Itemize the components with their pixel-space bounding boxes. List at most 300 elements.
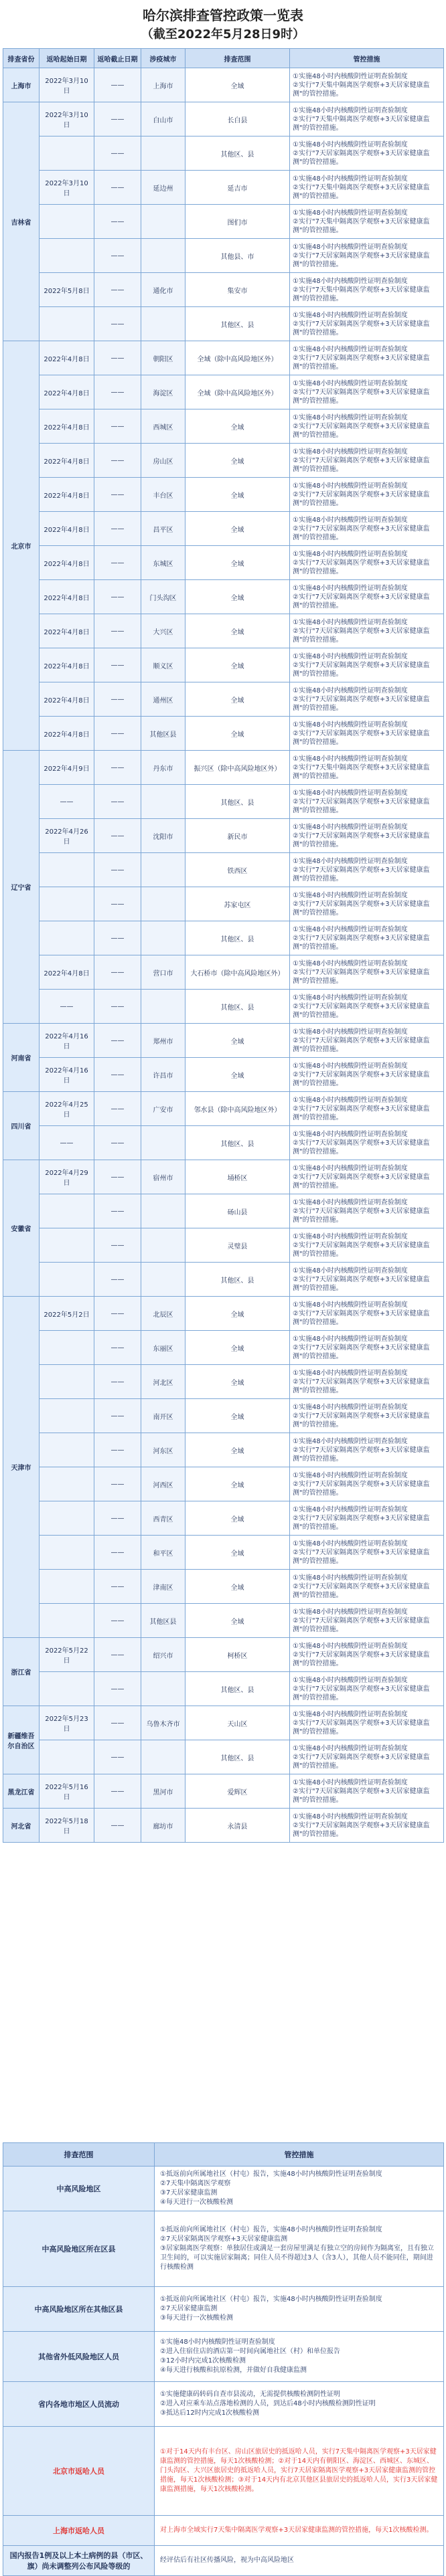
- start-date-cell: 2022年5月16日: [40, 1774, 94, 1809]
- range-cell: 全域: [185, 682, 290, 717]
- range-cell: 全域: [185, 614, 290, 648]
- province-cell: 北京市: [3, 341, 40, 751]
- range-cell: 铁西区: [185, 853, 290, 887]
- range-cell: 全域（除中高风险地区外）: [185, 341, 290, 375]
- table-header-row: [3, 2143, 444, 2167]
- start-date-cell: 2022年4月8日: [40, 614, 94, 648]
- table-row: [3, 1058, 444, 1092]
- start-date-cell: 2022年4月8日: [40, 444, 94, 478]
- end-date-cell: ——: [94, 205, 141, 239]
- city-cell: [141, 307, 185, 341]
- page-subtitle: （截至2022年5月28日9时）: [141, 27, 305, 41]
- table-row: [3, 1536, 444, 1570]
- city-cell: [141, 990, 185, 1024]
- measure-cell: ①实施48小时内核酸阴性证明查验制度 ②实行"7天居家隔离医学观察+3天居家健康监测"的管控措施。: [290, 136, 444, 171]
- start-date-cell: 2022年5月18日: [40, 1809, 94, 1843]
- city-cell: 昌平区: [141, 512, 185, 546]
- end-date-cell: ——: [94, 785, 141, 819]
- measure-cell: ①实施48小时内核酸阴性证明查验制度 ②实行"7天居家隔离医学观察+3天居家健康监测"的管控措施。: [290, 444, 444, 478]
- end-date-cell: ——: [94, 136, 141, 171]
- table-row: [3, 2427, 444, 2516]
- range-cell: 全域: [185, 1467, 290, 1501]
- measure-cell: ①实施48小时内核酸阴性证明查验制度 ②实行"7天居家隔离医学观察+3天居家健康监测"的管控措施。: [290, 1433, 444, 1467]
- end-date-cell: ——: [94, 819, 141, 853]
- start-date-cell: 2022年4月8日: [40, 682, 94, 717]
- scope-label-cell: 中高风险地区: [3, 2167, 155, 2211]
- scope-measure-cell: 经评估后有社区传播风险，视为中高风险地区: [155, 2546, 444, 2576]
- measure-cell: ①实施48小时内核酸阴性证明查验制度 ②实行"7天集中隔离医学观察+3天居家健康监测"的管控措施。: [290, 102, 444, 136]
- end-date-cell: ——: [94, 580, 141, 614]
- range-cell: 全域: [185, 1399, 290, 1433]
- table-row: [3, 1399, 444, 1433]
- end-date-cell: ——: [94, 1467, 141, 1501]
- range-cell: 其他区、县: [185, 921, 290, 955]
- measure-cell: ①实施48小时内核酸阴性证明查验制度 ②实行"7天居家隔离医学观察+3天居家健康监测"的管控措施。: [290, 1809, 444, 1843]
- measure-cell: ①实施48小时内核酸阴性证明查验制度 ②实行"7天居家隔离医学观察+3天居家健康监测"的管控措施。: [290, 682, 444, 717]
- measure-cell: ①实施48小时内核酸阴性证明查验制度 ②实行"7天居家隔离医学观察+3天居家健康监测"的管控措施。: [290, 375, 444, 409]
- start-date-cell: 2022年4月8日: [40, 375, 94, 409]
- scope-measure-cell: ①实施健康码转码自查市县流动，无需提供核酸检测阴性证明 ②进入对应乘车站点落地检测的人员，到达后48小时内核酸检测阴性证明 ③抵达后12时内完成1次核酸检测: [155, 2382, 444, 2427]
- start-date-cell: 2022年4月16日: [40, 1024, 94, 1058]
- start-date-cell: 2022年4月9日: [40, 751, 94, 785]
- range-cell: 全域: [185, 512, 290, 546]
- table-row: [3, 921, 444, 955]
- start-date-cell: [40, 1467, 94, 1501]
- start-date-cell: 2022年3月10日: [40, 68, 94, 102]
- range-cell: 全域: [185, 1536, 290, 1570]
- end-date-cell: ——: [94, 682, 141, 717]
- start-date-cell: 2022年4月26日: [40, 819, 94, 853]
- city-cell: 大兴区: [141, 614, 185, 648]
- table-row: [3, 1263, 444, 1297]
- table-row: [3, 580, 444, 614]
- end-date-cell: ——: [94, 887, 141, 921]
- range-cell: 其他区、县: [185, 990, 290, 1024]
- city-cell: [141, 239, 185, 273]
- province-cell: 吉林省: [3, 102, 40, 341]
- page-header: [0, 0, 446, 44]
- table-row: [3, 1024, 444, 1058]
- start-date-cell: [40, 307, 94, 341]
- end-date-cell: ——: [94, 341, 141, 375]
- city-cell: 通化市: [141, 273, 185, 307]
- table-row: [3, 375, 444, 409]
- measure-cell: ①实施48小时内核酸阴性证明查验制度 ②实行"7天居家隔离医学观察+3天居家健康监测"的管控措施。: [290, 785, 444, 819]
- start-date-cell: ——: [40, 990, 94, 1024]
- end-date-cell: ——: [94, 1774, 141, 1809]
- city-cell: 丰台区: [141, 478, 185, 512]
- start-date-cell: 2022年4月8日: [40, 717, 94, 751]
- start-date-cell: [40, 1740, 94, 1774]
- city-cell: 海淀区: [141, 375, 185, 409]
- table-row: [3, 171, 444, 205]
- start-date-cell: 2022年5月23日: [40, 1706, 94, 1740]
- range-cell: 集安市: [185, 273, 290, 307]
- measure-cell: ①实施48小时内核酸阴性证明查验制度 ②实行"7天居家隔离医学观察+3天居家健康监测"的管控措施。: [290, 1706, 444, 1740]
- province-cell: 河北省: [3, 1809, 40, 1843]
- table-row: [3, 307, 444, 341]
- city-cell: 乌鲁木齐市: [141, 1706, 185, 1740]
- end-date-cell: ——: [94, 853, 141, 887]
- measure-cell: ①实施48小时内核酸阴性证明查验制度 ②实行"7天集中隔离医学观察+3天居家健康监测"的管控措施。: [290, 751, 444, 785]
- city-cell: 黑河市: [141, 1774, 185, 1809]
- table-row: [3, 546, 444, 580]
- start-date-cell: [40, 1536, 94, 1570]
- measure-cell: ①实施48小时内核酸阴性证明查验制度 ②实行"7天居家隔离医学观察+3天居家健康监测"的管控措施。: [290, 546, 444, 580]
- table-row: [3, 1706, 444, 1740]
- table-header-row: [3, 49, 444, 68]
- range-cell: 全域: [185, 717, 290, 751]
- measure-cell: ①实施48小时内核酸阴性证明查验制度 ②实行"7天居家隔离医学观察+3天居家健康监测"的管控措施。: [290, 853, 444, 887]
- range-cell: 其他区、县: [185, 307, 290, 341]
- range-cell: 全域: [185, 409, 290, 444]
- measure-cell: ①实施48小时内核酸阴性证明查验制度 ②实行"7天居家隔离医学观察+3天居家健康监测"的管控措施。: [290, 1297, 444, 1331]
- range-cell: 延吉市: [185, 171, 290, 205]
- city-cell: 东城区: [141, 546, 185, 580]
- measure-cell: ①实施48小时内核酸阴性证明查验制度 ②实行"7天居家隔离医学观察+3天居家健康监测"的管控措施。: [290, 1331, 444, 1365]
- range-cell: 全域: [185, 1024, 290, 1058]
- measure-cell: ①实施48小时内核酸阴性证明查验制度 ②实行"7天居家隔离医学观察+3天居家健康监测"的管控措施。: [290, 1501, 444, 1536]
- range-cell: 全域（除中高风险地区外）: [185, 375, 290, 409]
- city-cell: [141, 785, 185, 819]
- city-cell: [141, 887, 185, 921]
- start-date-cell: [40, 1672, 94, 1706]
- measure-cell: ①实施48小时内核酸阴性证明查验制度 ②实行"7天居家隔离医学观察+3天居家健康监测"的管控措施。: [290, 1467, 444, 1501]
- end-date-cell: ——: [94, 1365, 141, 1399]
- measure-cell: ①实施48小时内核酸阴性证明查验制度 ②实行"7天居家隔离医学观察+3天居家健康监测"的管控措施。: [290, 1228, 444, 1263]
- city-cell: 河北区: [141, 1365, 185, 1399]
- city-cell: [141, 853, 185, 887]
- table-row: [3, 341, 444, 375]
- start-date-cell: 2022年4月8日: [40, 546, 94, 580]
- end-date-cell: ——: [94, 1297, 141, 1331]
- end-date-cell: ——: [94, 1194, 141, 1228]
- range-cell: 全域: [185, 1297, 290, 1331]
- measure-cell: ①实施48小时内核酸阴性证明查验制度 ②实行"7天居家隔离医学观察+3天居家健康监测"的管控措施。: [290, 1092, 444, 1126]
- city-cell: 河东区: [141, 1433, 185, 1467]
- page-title: 哈尔滨排查管控政策一览表: [143, 7, 303, 23]
- end-date-cell: ——: [94, 478, 141, 512]
- measure-cell: ①实施48小时内核酸阴性证明查验制度 ②实行"7天居家隔离医学观察+3天居家健康监测"的管控措施。: [290, 614, 444, 648]
- start-date-cell: 2022年5月2日: [40, 1297, 94, 1331]
- start-date-cell: 2022年3月10日: [40, 102, 94, 136]
- range-cell: 全域: [185, 1365, 290, 1399]
- column-header: 排查省份: [3, 49, 40, 68]
- city-cell: [141, 1672, 185, 1706]
- column-header: 排查范围: [185, 49, 290, 68]
- column-header: 返哈截止日期: [94, 49, 141, 68]
- province-cell: 河南省: [3, 1024, 40, 1092]
- city-cell: 北辰区: [141, 1297, 185, 1331]
- end-date-cell: ——: [94, 1263, 141, 1297]
- start-date-cell: [40, 1570, 94, 1604]
- city-cell: [141, 205, 185, 239]
- scope-measure-cell: ①对于14天内有丰台区、房山区旅居史的抵返哈人员，实行7天集中隔离医学观察+3天居家健康监测的管控措施，每天1次核酸检测；②对于14天内有朝阳区、海淀区、西城区、东城区、门头沟区、大兴区旅居史的抵返哈人员，实行7天居家隔离医学观察+3天居家健康监测的管控措施，每天1次核酸检测；③对于14天内有北京其他区县旅居史的抵返哈人员，实行3天居家健康监测措施，每天1次核酸检测。: [155, 2427, 444, 2516]
- start-date-cell: [40, 239, 94, 273]
- table-row: [3, 512, 444, 546]
- city-cell: [141, 921, 185, 955]
- province-cell: 浙江省: [3, 1638, 40, 1706]
- city-cell: [141, 1126, 185, 1160]
- end-date-cell: ——: [94, 1604, 141, 1638]
- city-cell: 延边州: [141, 171, 185, 205]
- end-date-cell: ——: [94, 1809, 141, 1843]
- start-date-cell: [40, 136, 94, 171]
- column-header: 返哈起始日期: [40, 49, 94, 68]
- column-header: 管控措施: [155, 2143, 444, 2167]
- scope-measure-cell: ①实施48小时内核酸阴性证明查验制度 ②进入住宿住店的酒店第一时间向属地社区（村）和单位报告 ③12小时内完成1次核酸检测 ④每天进行核酸和抗原检测，并做好自我健康监测: [155, 2332, 444, 2382]
- screening-scope-table: [3, 2142, 444, 2576]
- scope-label-cell: 中高风险地区所在其他区县: [3, 2287, 155, 2332]
- end-date-cell: ——: [94, 921, 141, 955]
- range-cell: 其他区、县: [185, 1263, 290, 1297]
- range-cell: 全域: [185, 648, 290, 682]
- city-cell: 广安市: [141, 1092, 185, 1126]
- table-row: [3, 717, 444, 751]
- table-row: [3, 819, 444, 853]
- measure-cell: ①实施48小时内核酸阴性证明查验制度 ②实行"7天居家隔离医学观察+3天居家健康监测"的管控措施。: [290, 1740, 444, 1774]
- table-row: [3, 682, 444, 717]
- end-date-cell: ——: [94, 375, 141, 409]
- table-row: [3, 853, 444, 887]
- measure-cell: ①实施48小时内核酸阴性证明查验制度 ②实行"7天居家隔离医学观察+3天居家健康监测"的管控措施。: [290, 1536, 444, 1570]
- start-date-cell: [40, 921, 94, 955]
- city-cell: 东丽区: [141, 1331, 185, 1365]
- measure-cell: ①实施48小时内核酸阴性证明查验制度 ②实行"7天居家隔离医学观察+3天居家健康监测"的管控措施。: [290, 409, 444, 444]
- end-date-cell: ——: [94, 1570, 141, 1604]
- end-date-cell: ——: [94, 512, 141, 546]
- scope-label-cell: 省内各地市地区人员流动: [3, 2382, 155, 2427]
- province-cell: 黑龙江省: [3, 1774, 40, 1809]
- table-row: [3, 478, 444, 512]
- start-date-cell: 2022年4月25日: [40, 1092, 94, 1126]
- city-cell: 通州区: [141, 682, 185, 717]
- province-cell: 辽宁省: [3, 751, 40, 1024]
- range-cell: 长白县: [185, 102, 290, 136]
- end-date-cell: ——: [94, 409, 141, 444]
- end-date-cell: ——: [94, 1126, 141, 1160]
- end-date-cell: ——: [94, 171, 141, 205]
- range-cell: 天山区: [185, 1706, 290, 1740]
- measure-cell: ①实施48小时内核酸阴性证明查验制度 ②实行"7天居家隔离医学观察+3天居家健康监测"的管控措施。: [290, 341, 444, 375]
- range-cell: 邻水县（除中高风险地区外）: [185, 1092, 290, 1126]
- city-cell: 朝阳区: [141, 341, 185, 375]
- measure-cell: ①实施48小时内核酸阴性证明查验制度 ②实行"7天居家隔离医学观察+3天居家健康监测"的管控措施。: [290, 921, 444, 955]
- start-date-cell: [40, 1501, 94, 1536]
- range-cell: 全域: [185, 546, 290, 580]
- measure-cell: ①实施48小时内核酸阴性证明查验制度 ②实行"7天居家隔离医学观察+3天居家健康监测"的管控措施。: [290, 990, 444, 1024]
- range-cell: 柯桥区: [185, 1638, 290, 1672]
- table-row: [3, 136, 444, 171]
- measure-cell: ①实施48小时内核酸阴性证明查验制度 ②实行"7天居家隔离医学观察+3天居家健康监测"的管控措施。: [290, 1160, 444, 1194]
- range-cell: 全域: [185, 1331, 290, 1365]
- start-date-cell: 2022年4月8日: [40, 648, 94, 682]
- end-date-cell: ——: [94, 1638, 141, 1672]
- city-cell: 白山市: [141, 102, 185, 136]
- range-cell: 全域: [185, 68, 290, 102]
- range-cell: 其他区、县: [185, 136, 290, 171]
- range-cell: 全域: [185, 580, 290, 614]
- end-date-cell: ——: [94, 546, 141, 580]
- measure-cell: ①实施48小时内核酸阴性证明查验制度 ②实行"7天居家隔离医学观察+3天居家健康监测"的管控措施。: [290, 717, 444, 751]
- table-row: [3, 1365, 444, 1399]
- measure-cell: ①实施48小时内核酸阴性证明查验制度 ②实行"7天居家隔离医学观察+3天居家健康监测"的管控措施。: [290, 1365, 444, 1399]
- city-cell: 其他区县: [141, 1604, 185, 1638]
- measure-cell: ①实施48小时内核酸阴性证明查验制度 ②实行"7天居家隔离医学观察+3天居家健康监测"的管控措施。: [290, 512, 444, 546]
- start-date-cell: [40, 1604, 94, 1638]
- province-cell: 四川省: [3, 1092, 40, 1160]
- end-date-cell: ——: [94, 307, 141, 341]
- start-date-cell: ——: [40, 785, 94, 819]
- start-date-cell: [40, 1331, 94, 1365]
- start-date-cell: [40, 1399, 94, 1433]
- range-cell: 振兴区（除中高风险地区外）: [185, 751, 290, 785]
- range-cell: 爱辉区: [185, 1774, 290, 1809]
- city-cell: [141, 1228, 185, 1263]
- measure-cell: ①实施48小时内核酸阴性证明查验制度 ②实行"7天居家隔离医学观察+3天居家健康监测"的管控措施。: [290, 887, 444, 921]
- range-cell: 其他区、县: [185, 1126, 290, 1160]
- city-cell: 宿州市: [141, 1160, 185, 1194]
- measure-cell: ①实施48小时内核酸阴性证明查验制度 ②实行"7天居家隔离医学观察+3天居家健康监测"的管控措施。: [290, 1570, 444, 1604]
- start-date-cell: 2022年4月16日: [40, 1058, 94, 1092]
- range-cell: 砀山县: [185, 1194, 290, 1228]
- measure-cell: ①实施48小时内核酸阴性证明查验制度 ②实行"7天居家隔离医学观察+3天居家健康监测"的管控措施。: [290, 1638, 444, 1672]
- range-cell: 其他县、市: [185, 239, 290, 273]
- scope-label-cell: 其他省外低风险地区人员: [3, 2332, 155, 2382]
- measure-cell: ①实施48小时内核酸阴性证明查验制度 ②实行"7天居家隔离医学观察+3天居家健康监测"的管控措施。: [290, 1194, 444, 1228]
- scope-measure-cell: 对上海市全域实行7天集中隔离医学观察+3天居家健康监测的管控措施，每天1次核酸检测。: [155, 2516, 444, 2546]
- end-date-cell: ——: [94, 1160, 141, 1194]
- range-cell: 全域: [185, 1433, 290, 1467]
- range-cell: 埇桥区: [185, 1160, 290, 1194]
- start-date-cell: ——: [40, 1126, 94, 1160]
- scope-label-cell: 中高风险地区所在区县: [3, 2211, 155, 2287]
- column-header: 排查范围: [3, 2143, 155, 2167]
- table-row: [3, 2167, 444, 2211]
- table-row: [3, 205, 444, 239]
- column-header: 涉疫城市: [141, 49, 185, 68]
- city-cell: 门头沟区: [141, 580, 185, 614]
- table-row: [3, 955, 444, 990]
- range-cell: 苏家屯区: [185, 887, 290, 921]
- table-row: [3, 2382, 444, 2427]
- end-date-cell: ——: [94, 1058, 141, 1092]
- start-date-cell: [40, 1365, 94, 1399]
- range-cell: 全域: [185, 1058, 290, 1092]
- table-row: [3, 444, 444, 478]
- end-date-cell: ——: [94, 1433, 141, 1467]
- end-date-cell: ——: [94, 102, 141, 136]
- range-cell: 永清县: [185, 1809, 290, 1843]
- city-cell: 西城区: [141, 409, 185, 444]
- province-cell: 天津市: [3, 1297, 40, 1638]
- measure-cell: ①实施48小时内核酸阴性证明查验制度 ②实行"7天居家隔离医学观察+3天居家健康监测"的管控措施。: [290, 239, 444, 273]
- city-cell: 许昌市: [141, 1058, 185, 1092]
- table-row: [3, 273, 444, 307]
- end-date-cell: ——: [94, 1536, 141, 1570]
- city-cell: 津南区: [141, 1570, 185, 1604]
- end-date-cell: ——: [94, 614, 141, 648]
- start-date-cell: 2022年4月8日: [40, 955, 94, 990]
- table-row: [3, 1194, 444, 1228]
- measure-cell: ①实施48小时内核酸阴性证明查验制度 ②实行"7天居家隔离医学观察+3天居家健康监测"的管控措施。: [290, 1399, 444, 1433]
- scope-measure-cell: ①抵返前向所属地社区（村屯）报告，实施48小时内核酸阴性证明查验制度 ②7天居家健康监测 ③每天进行一次核酸检测: [155, 2287, 444, 2332]
- table-row: [3, 785, 444, 819]
- measure-cell: ①实施48小时内核酸阴性证明查验制度 ②实行"7天集中隔离医学观察+3天居家健康监测"的管控措施。: [290, 273, 444, 307]
- start-date-cell: 2022年4月8日: [40, 409, 94, 444]
- scope-label-cell: 国内报告1例及以上本土病例的县（市区、旗）尚未调整列公布风险等级的: [3, 2546, 155, 2576]
- column-header: 管控措施: [290, 49, 444, 68]
- range-cell: 图们市: [185, 205, 290, 239]
- scope-measure-cell: ①抵返前向所属地社区（村屯）报告，实施48小时内核酸阴性证明查验制度 ②7天居家隔离医学观察+3天居家健康监测 ③居家隔离医学观察：单独居住或满足一套房屋里满足有独立空的房间作为隔离室，且有独立卫生间的，可以实施居家隔离；同住人员不得超过3人（含3人），其他人员不能同住，期间进行核酸检测: [155, 2211, 444, 2287]
- measure-cell: ①实施48小时内核酸阴性证明查验制度 ②实行"7天居家隔离医学观察+3天居家健康监测"的管控措施。: [290, 1263, 444, 1297]
- end-date-cell: ——: [94, 1399, 141, 1433]
- range-cell: 其他区、县: [185, 1740, 290, 1774]
- table-row: [3, 990, 444, 1024]
- city-cell: 南开区: [141, 1399, 185, 1433]
- end-date-cell: ——: [94, 68, 141, 102]
- range-cell: 全域: [185, 444, 290, 478]
- range-cell: 新民市: [185, 819, 290, 853]
- table-row: [3, 1467, 444, 1501]
- end-date-cell: ——: [94, 1501, 141, 1536]
- start-date-cell: [40, 1263, 94, 1297]
- start-date-cell: 2022年4月8日: [40, 341, 94, 375]
- measure-cell: ①实施48小时内核酸阴性证明查验制度 ②实行"7天集中隔离医学观察+3天居家健康监测"的管控措施。: [290, 205, 444, 239]
- table-row: [3, 1228, 444, 1263]
- end-date-cell: ——: [94, 955, 141, 990]
- start-date-cell: 2022年4月8日: [40, 512, 94, 546]
- city-cell: 上海市: [141, 68, 185, 102]
- start-date-cell: [40, 887, 94, 921]
- table-row: [3, 2211, 444, 2287]
- start-date-cell: [40, 853, 94, 887]
- range-cell: 其他区、县: [185, 785, 290, 819]
- table-row: [3, 409, 444, 444]
- scope-label-cell: 北京市返哈人员: [3, 2427, 155, 2516]
- start-date-cell: 2022年4月8日: [40, 580, 94, 614]
- province-cell: 上海市: [3, 68, 40, 102]
- measure-cell: ①实施48小时内核酸阴性证明查验制度 ②实行"7天居家隔离医学观察+3天居家健康监测"的管控措施。: [290, 1774, 444, 1809]
- range-cell: 全域: [185, 1570, 290, 1604]
- start-date-cell: 2022年5月22日: [40, 1638, 94, 1672]
- scope-measure-cell: ①抵返前向所属地社区（村屯）报告，实施48小时内核酸阴性证明查验制度 ②7天集中隔离医学观察 ③7天居家健康监测 ④每天进行一次核酸检测: [155, 2167, 444, 2211]
- province-cell: 安徽省: [3, 1160, 40, 1297]
- table-row: [3, 1672, 444, 1706]
- range-cell: 其他区、县: [185, 1672, 290, 1706]
- table-row: [3, 1160, 444, 1194]
- start-date-cell: 2022年5月8日: [40, 273, 94, 307]
- table-row: [3, 68, 444, 102]
- table-row: [3, 1638, 444, 1672]
- measure-cell: ①实施48小时内核酸阴性证明查验制度 ②实行"7天居家隔离医学观察+3天居家健康监测"的管控措施。: [290, 580, 444, 614]
- end-date-cell: ——: [94, 1024, 141, 1058]
- city-cell: 沈阳市: [141, 819, 185, 853]
- city-cell: 其他区县: [141, 717, 185, 751]
- city-cell: 西青区: [141, 1501, 185, 1536]
- city-cell: 和平区: [141, 1536, 185, 1570]
- measure-cell: ①实施48小时内核酸阴性证明查验制度 ②实行"7天居家隔离医学观察+3天居家健康监测"的管控措施。: [290, 819, 444, 853]
- measure-cell: ①实施48小时内核酸阴性证明查验制度 ②实行"7天居家隔离医学观察+3天居家健康监测"的管控措施。: [290, 1126, 444, 1160]
- range-cell: 全域: [185, 1501, 290, 1536]
- range-cell: 大石桥市（除中高风险地区外）: [185, 955, 290, 990]
- measure-cell: ①实施48小时内核酸阴性证明查验制度 ②实行"7天集中隔离医学观察+3天居家健康监测"的管控措施。: [290, 171, 444, 205]
- table-row: [3, 2332, 444, 2382]
- table-row: [3, 1604, 444, 1638]
- city-cell: 河西区: [141, 1467, 185, 1501]
- measure-cell: ①实施48小时内核酸阴性证明查验制度 ②实行"7天居家隔离医学观察+3天居家健康监测"的管控措施。: [290, 1604, 444, 1638]
- end-date-cell: ——: [94, 751, 141, 785]
